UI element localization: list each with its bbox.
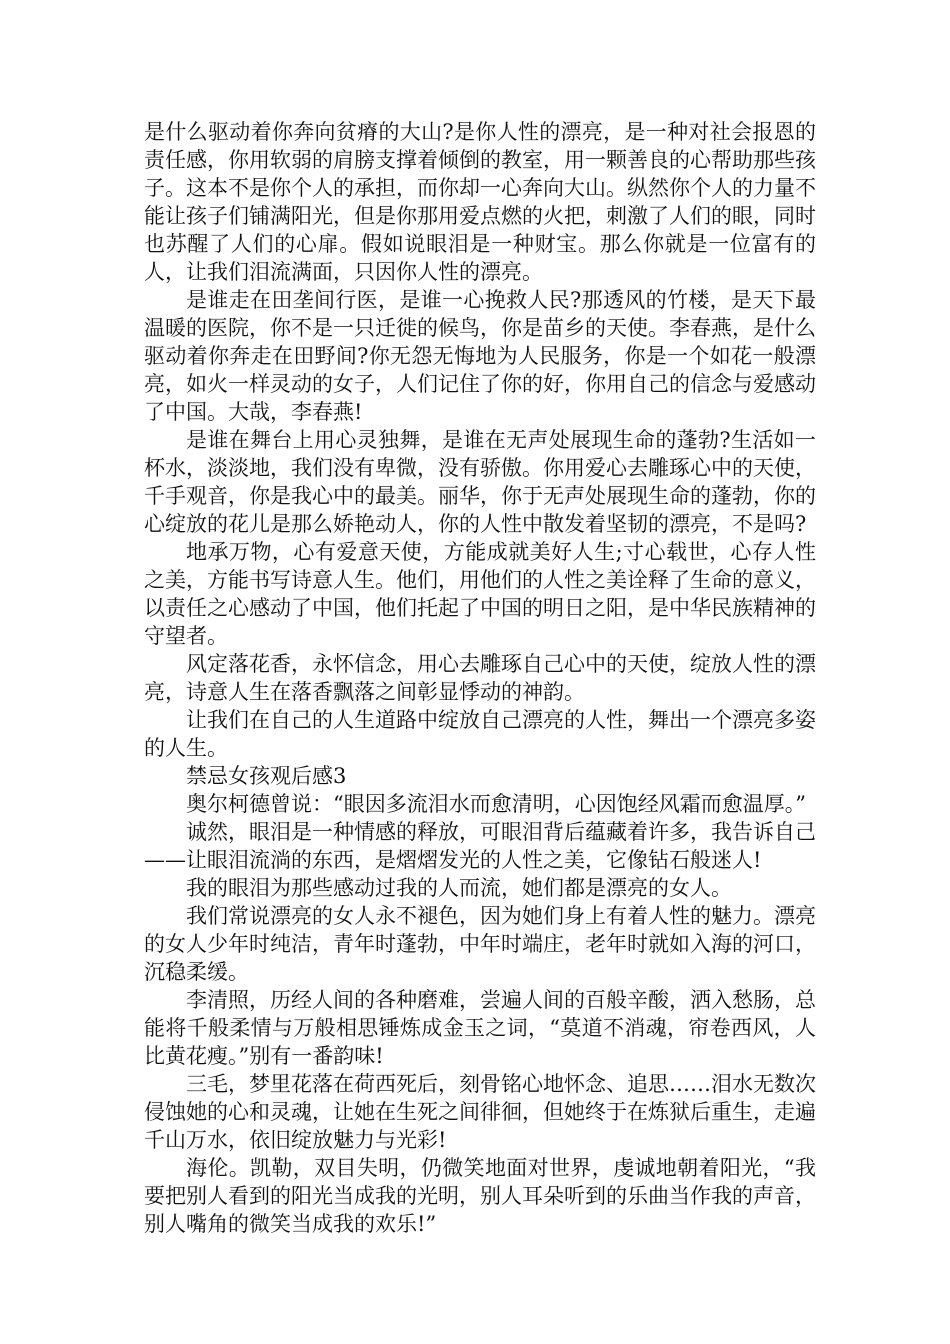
paragraph-6: 让我们在自己的人生道路中绽放自己漂亮的人性，舞出一个漂亮多姿的人生。 (144, 708, 816, 760)
paragraph-5: 风定落花香，永怀信念，用心去雕琢自己心中的天使，绽放人性的漂亮，诗意人生在落香飘落之间彰显悸动的神韵。 (144, 652, 816, 704)
paragraph-10: 我们常说漂亮的女人永不褪色，因为她们身上有着人性的魅力。漂亮的女人少年时纯洁，青年时蓬勃，中年时端庄，老年时就如入海的河口，沉稳柔缓。 (144, 904, 816, 984)
paragraph-12: 三毛，梦里花落在荷西死后，刻骨铭心地怀念、追思……泪水无数次侵蚀她的心和灵魂，让她在生死之间徘徊，但她终于在炼狱后重生，走遍千山万水，依旧绽放魅力与光彩! (144, 1072, 816, 1152)
paragraph-11: 李清照，历经人间的各种磨难，尝遍人间的百般辛酸，洒入愁肠，总能将千般柔情与万般相思锤炼成金玉之词，“莫道不消魂，帘卷西风，人比黄花瘦。”别有一番韵味! (144, 988, 816, 1068)
paragraph-4: 地承万物，心有爱意天使，方能成就美好人生;寸心载世，心存人性之美，方能书写诗意人生。他们，用他们的人性之美诠释了生命的意义，以责任之心感动了中国，他们托起了中国的明日之阳，是中华民族精神的守望者。 (144, 540, 816, 648)
paragraph-7: 奥尔柯德曾说：“眼因多流泪水而愈清明，心因饱经风霜而愈温厚。” (186, 792, 806, 816)
paragraph-2: 是谁走在田垄间行医，是谁一心挽救人民?那透风的竹楼，是天下最温暖的医院，你不是一只迁徙的候鸟，你是苗乡的天使。李春燕，是什么驱动着你奔走在田野间?你无怨无悔地为人民服务，你是一个如花一般漂亮，如火一样灵动的女子，人们记住了你的好，你用自己的信念与爱感动了中国。大哉，李春燕! (144, 288, 816, 424)
paragraph-8: 诚然，眼泪是一种情感的释放，可眼泪背后蕴藏着许多，我告诉自己——让眼泪流淌的东西，是熠熠发光的人性之美，它像钻石般迷人! (144, 820, 816, 872)
document-body (144, 118, 816, 1238)
paragraph-1: 是什么驱动着你奔向贫瘠的大山?是你人性的漂亮，是一种对社会报恩的责任感，你用软弱的肩膀支撑着倾倒的教室，用一颗善良的心帮助那些孩子。这本不是你个人的承担，而你却一心奔向大山。纵然你个人的力量不能让孩子们铺满阳光，但是你那用爱点燃的火把，刺激了人们的眼，同时也苏醒了人们的心扉。假如说眼泪是一种财宝。那么你就是一位富有的人，让我们泪流满面，只因你人性的漂亮。 (144, 120, 816, 284)
paragraph-3: 是谁在舞台上用心灵独舞，是谁在无声处展现生命的蓬勃?生活如一杯水，淡淡地，我们没有卑微，没有骄傲。你用爱心去雕琢心中的天使，千手观音，你是我心中的最美。丽华，你于无声处展现生命的蓬勃，你的心绽放的花儿是那么娇艳动人，你的人性中散发着坚韧的漂亮，不是吗? (144, 428, 816, 536)
paragraph-9: 我的眼泪为那些感动过我的人而流，她们都是漂亮的女人。 (186, 876, 732, 900)
paragraph-13: 海伦。凯勒，双目失明，仍微笑地面对世界，虔诚地朝着阳光，“我要把别人看到的阳光当成我的光明，别人耳朵听到的乐曲当作我的声音，别人嘴角的微笑当成我的欢乐!” (144, 1156, 816, 1236)
section-heading: 禁忌女孩观后感3 (186, 764, 347, 788)
